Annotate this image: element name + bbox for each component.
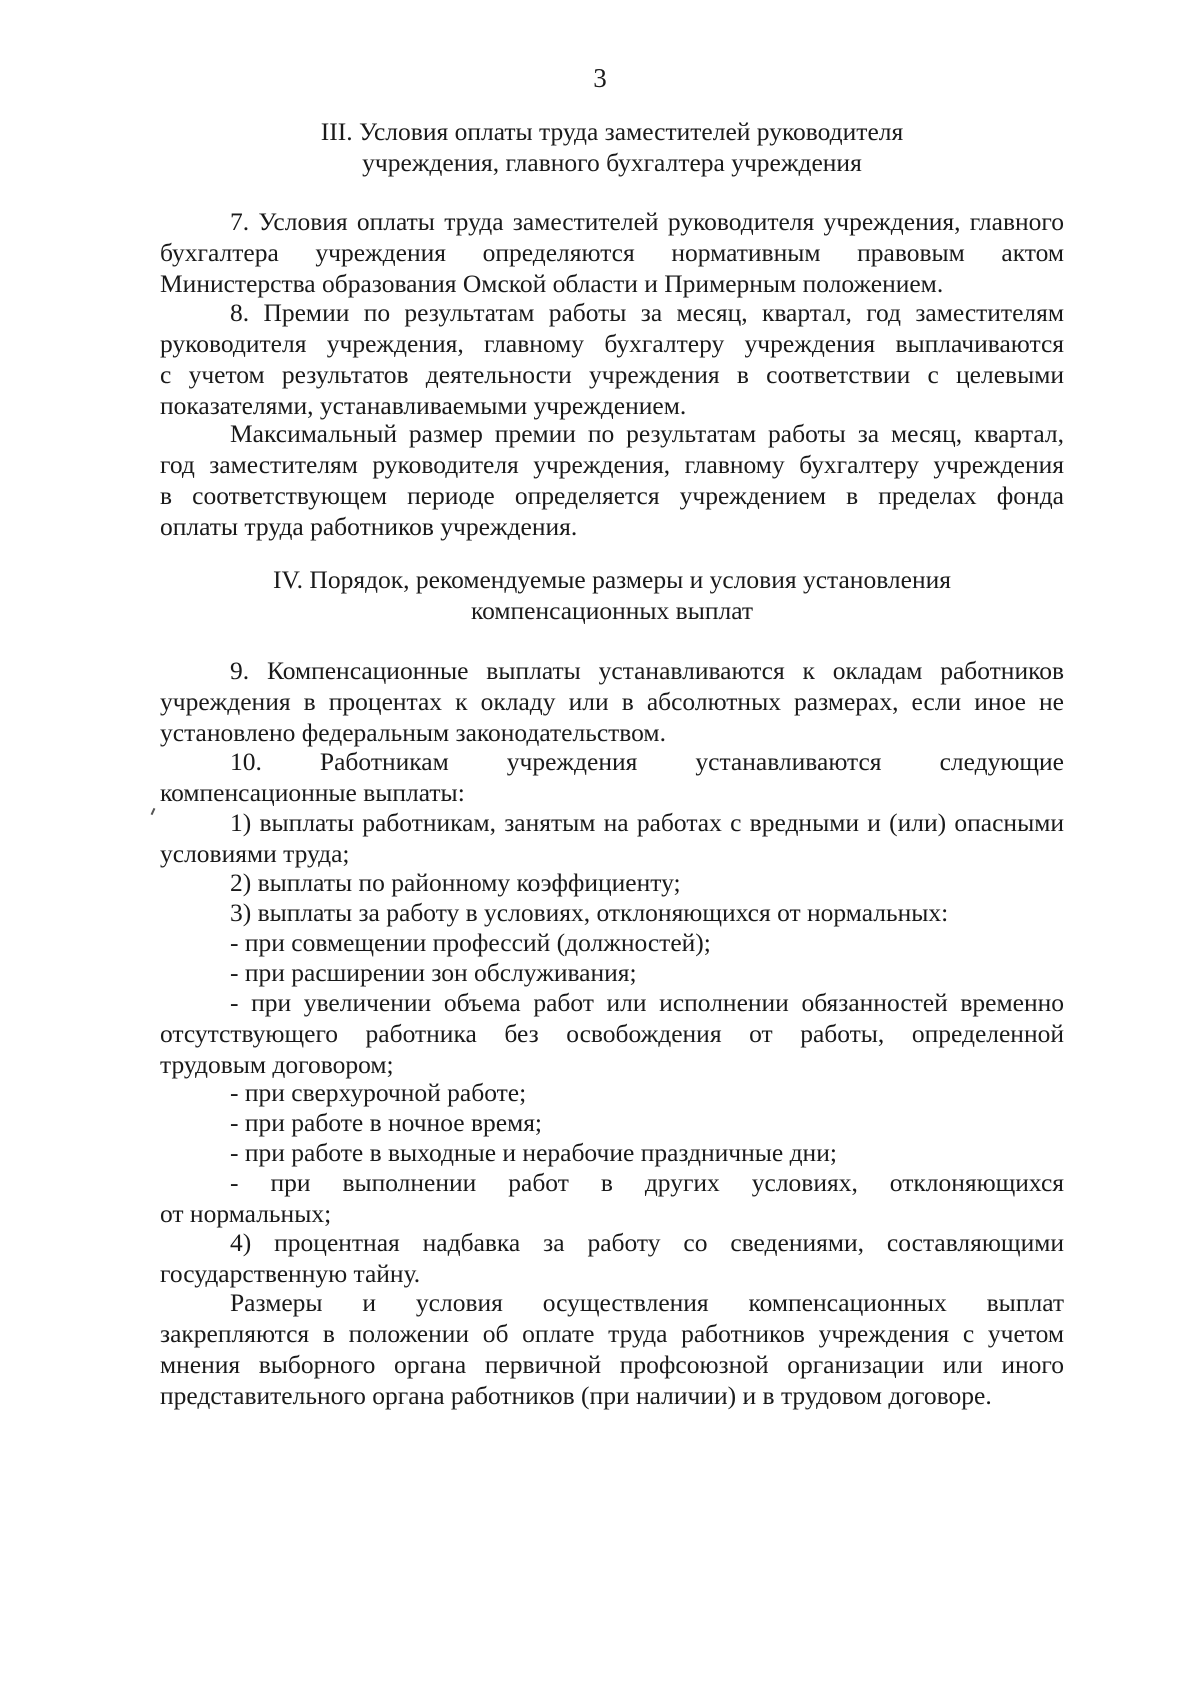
section-3-heading-line: учреждения, главного бухгалтера учреждения <box>362 148 862 177</box>
text-line: отсутствующего работника без освобождения от работы, определенной <box>160 1019 1064 1048</box>
text-line: мнения выборного органа первичной профсоюзной организации или иного <box>160 1350 1064 1379</box>
text-line: год заместителям руководителя учреждения, главному бухгалтеру учреждения <box>160 450 1064 479</box>
text-line: компенсационные выплаты: <box>160 778 465 807</box>
section-4-heading-line: IV. Порядок, рекомендуемые размеры и условия установления <box>273 565 951 594</box>
text-line: трудовым договором; <box>160 1050 394 1079</box>
text-line: Министерства образования Омской области и Примерным положением. <box>160 269 944 298</box>
list-item-1 <box>160 807 1064 869</box>
section-4-heading <box>160 564 1064 626</box>
text-line: учреждения в процентах к окладу или в абсолютных размерах, если иное не <box>160 687 1064 716</box>
text-line: установлено федеральным законодательством. <box>160 718 666 747</box>
text-line: - при увеличении объема работ или исполнении обязанностей временно <box>230 988 1064 1017</box>
paragraph-7 <box>160 206 1064 299</box>
text-line: 7. Условия оплаты труда заместителей руководителя учреждения, главного <box>230 207 1064 236</box>
list-item-3: 3) выплаты за работу в условиях, отклоняющихся от нормальных: <box>230 898 949 927</box>
text-line: в соответствующем периоде определяется учреждением в пределах фонда <box>160 481 1064 510</box>
sub-item: - при расширении зон обслуживания; <box>230 958 637 987</box>
sub-item: - при работе в выходные и нерабочие праздничные дни; <box>230 1138 837 1167</box>
text-line: руководителя учреждения, главному бухгалтеру учреждения выплачиваются <box>160 329 1064 358</box>
text-line: от нормальных; <box>160 1199 332 1228</box>
sub-item <box>160 1167 1064 1229</box>
text-line: закрепляются в положении об оплате труда работников учреждения с учетом <box>160 1319 1064 1348</box>
paragraph-8-max-bonus <box>160 418 1064 542</box>
list-item-2: 2) выплаты по районному коэффициенту; <box>230 868 681 897</box>
page-number: 3 <box>593 63 607 93</box>
text-line: - при выполнении работ в других условиях, отклоняющихся <box>230 1168 1064 1197</box>
paragraph-8 <box>160 297 1064 421</box>
scan-mark <box>151 808 156 815</box>
text-line: Размеры и условия осуществления компенсационных выплат <box>230 1288 1064 1317</box>
text-line: государственную тайну. <box>160 1259 421 1288</box>
sub-item: - при совмещении профессий (должностей); <box>230 928 711 957</box>
sub-item: - при работе в ночное время; <box>230 1108 543 1137</box>
section-3-heading <box>160 116 1064 178</box>
text-line: оплаты труда работников учреждения. <box>160 512 578 541</box>
section-3-heading-line: III. Условия оплаты труда заместителей руководителя <box>320 117 904 146</box>
text-line: бухгалтера учреждения определяются нормативным правовым актом <box>160 238 1064 267</box>
text-line: с учетом результатов деятельности учреждения в соответствии с целевыми <box>160 360 1064 389</box>
text-line: представительного органа работников (при наличии) и в трудовом договоре. <box>160 1381 992 1410</box>
text-line: показателями, устанавливаемыми учреждением. <box>160 391 687 420</box>
section-4-heading-line: компенсационных выплат <box>471 596 753 625</box>
list-item-4 <box>160 1227 1064 1289</box>
text-line: Максимальный размер премии по результатам работы за месяц, квартал, <box>230 419 1064 448</box>
text-line: условиями труда; <box>160 839 350 868</box>
sub-item <box>160 987 1064 1080</box>
text-line: 1) выплаты работникам, занятым на работах с вредными и (или) опасными <box>230 808 1064 837</box>
paragraph-9 <box>160 655 1064 748</box>
text-line: 8. Премии по результатам работы за месяц, квартал, год заместителям <box>230 298 1064 327</box>
paragraph-10 <box>160 746 1064 808</box>
text-line: 4) процентная надбавка за работу со сведениями, составляющими <box>230 1228 1064 1257</box>
sub-item: - при сверхурочной работе; <box>230 1078 527 1107</box>
text-line: 10. Работникам учреждения устанавливаются следующие <box>230 747 1064 776</box>
final-paragraph <box>160 1287 1064 1411</box>
text-line: 9. Компенсационные выплаты устанавливаются к окладам работников <box>230 656 1064 685</box>
